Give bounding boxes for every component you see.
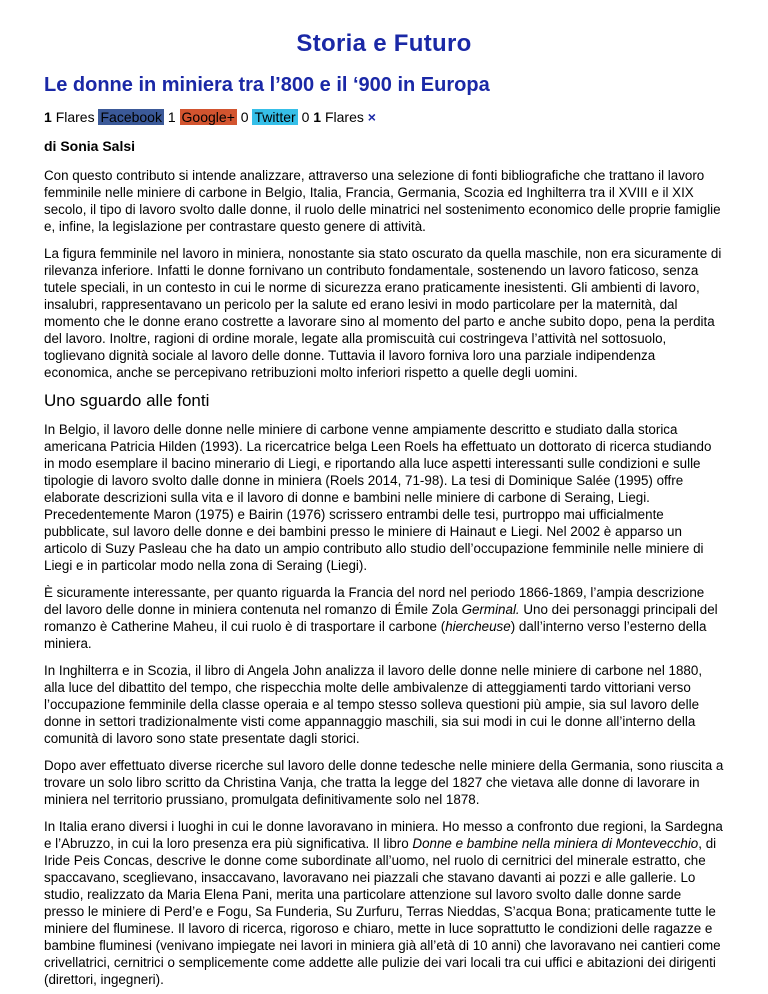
francia-text-2: Uno dei personaggi principali del romanzo è Catherine Maheu, il cui ruolo è di trasportare il carbone ( — [44, 602, 718, 634]
close-icon[interactable]: × — [367, 109, 376, 125]
intro-paragraph-2: La figura femminile nel lavoro in miniera, nonostante sia stato oscurato da quella maschile, non era sicuramente di rilevanza inferiore. Infatti le donne fornivano un contributo fondamentale, sostenendo un lavoro faticoso, senza tutele speciali, in un contesto in cui le norme di sicurezza erano praticamente inesistenti. Gli ambienti di lavoro, insalubri, rappresentavano un pericolo per la salute ed erano lesivi in modo particolare per la maternità, dal momento che le donne erano costrette a lavorare sino al momento del parto e anche subito dopo, pena la perdita del lavoro. Inoltre, ragioni di ordine morale, legate alla promiscuità cui costringeva l’attività nel sottosuolo, toglievano dignità sociale al lavoro delle donne. Tuttavia il lavoro forniva loro una parziale indipendenza economica, anche se percepivano retribuzioni molto inferiori rispetto a quelle degli uomini. — [44, 246, 722, 380]
googleplus-share-button[interactable]: Google+ — [181, 109, 235, 125]
flares-total-count: 1 — [313, 109, 322, 125]
paragraph-italia — [44, 818, 724, 988]
paragraph-inghilterra: In Inghilterra e in Scozia, il libro di Angela John analizza il lavoro delle donne nelle miniere di carbone nel 1880, alla luce del dibattito del tempo, che rispecchia molte delle ambivalenze di atteggiamenti tardo vittoriani verso l’occupazione femminile della classe operaia e al tempo stesso solleva questioni più ampie, sia sul lavoro delle donne in settori tradizionalmente visti come appannaggio maschili, sia sui modi in cui le donne all’interno della comunità di lavoro sono state presentate dagli storici. — [44, 663, 703, 746]
paragraph-germania: Dopo aver effettuato diverse ricerche sul lavoro delle donne tedesche nelle miniere della Germania, sono riuscita a trovare un solo libro scritto da Christina Vanja, che tratta la legge del 1827 che vietava alle donne di lavorare in miniera nel territorio prussiano, promulgata definitivamente solo nel 1878. — [44, 758, 724, 807]
article-title[interactable]: Le donne in miniera tra l’800 e il ‘900 in Europa — [44, 74, 490, 96]
facebook-share-button[interactable]: Facebook — [100, 109, 162, 125]
italia-text-1: In Italia erano diversi i luoghi in cui le donne lavoravano in miniera. Ho messo a confronto due regioni, la Sardegna e l’Abruzzo, in cui la loro presenza era più significativa. Il libro — [44, 819, 723, 851]
paragraph-francia — [44, 584, 724, 652]
hiercheuse-term: hiercheuse — [445, 619, 511, 634]
twitter-share-button[interactable]: Twitter — [254, 109, 296, 125]
googleplus-count: 0 — [240, 109, 249, 125]
flares-label: Flares — [55, 109, 95, 125]
section-heading: Uno sguardo alle fonti — [44, 391, 210, 410]
facebook-count: 1 — [167, 109, 176, 125]
germinal-title: Germinal. — [461, 602, 520, 617]
francia-text-1: È sicuramente interessante, per quanto riguarda la Francia del nord nel periodo 1866-1869, l’ampia descrizione del lavoro delle donne in miniera contenuta nel romanzo di Émile Zola — [44, 585, 705, 617]
paragraph-belgio: In Belgio, il lavoro delle donne nelle miniere di carbone venne ampiamente descritto e studiato dalla storica americana Patricia Hilden (1993). La ricercatrice belga Leen Roels ha effettuato un dottorato di ricerca studiando in modo esemplare il bacino minerario di Liegi, e riportando alla luce aspetti interessanti sulle condizioni e sulle tipologie di lavoro svolto dalle donne in miniera (Roels 2014, 71-98). La tesi di Dominique Salée (1995) offre elaborate descrizioni sulla vita e il lavoro di donne e bambini nelle miniere di carbone di Seraing, Liegi. Precedentemente Maron (1975) e Bairin (1976) scrissero entrambi delle tesi, purtroppo mai ufficialmente pubblicate, sul lavoro delle donne e dei bambini presso le miniere di Hainaut e Liegi. Nel 2002 è apparso un articolo di Suzy Pasleau che ha dato un ampio contributo allo studio dell’occupazione femminile nelle miniere di Liegi e in particolar modo nella zona di Seraing (Liegi). — [44, 422, 712, 573]
flares-total-label: Flares — [324, 109, 364, 125]
twitter-count: 0 — [301, 109, 310, 125]
francia-text-3: ) dall’interno verso l’esterno della miniera. — [44, 619, 707, 651]
italia-text-2: , di Iride Peis Concas, descrive le donne come subordinate all’uomo, nel ruolo di cernitrici del minerale estratto, che spaccavano, sceglievano, insaccavano, lavoravano nei piazzali che stavano davanti ai pozzi e alle gallerie. Lo studio, realizzato da Maria Elena Pani, merita una particolare attenzione sul lavoro svolto dalle donne sarde presso le miniere di Perd’e e Fogu, Sa Funderia, Su Zurfuru, Terras Nieddas, S’acqua Bona; praticamente tutte le miniere del fluminese. Il lavoro di ricerca, rigoroso e chiaro, mette in luce soprattutto le condizioni delle ragazze e bambine fluminesi (venivano impiegate nei lavori in miniera già all’età di 10 anni) che lavoravano nei cantieri come crivellatrici, cernitrici o semplicemente come addette alle pulizie dei vari locali tra cui uffici e abitazioni dei dirigenti (direttori, ingegneri). — [44, 836, 721, 987]
intro-paragraph-1: Con questo contributo si intende analizzare, attraverso una selezione di fonti bibliografiche che trattano il lavoro femminile nelle miniere di carbone in Belgio, Italia, Francia, Germania, Scozia ed Inghilterra tra il XVIII e il XIX secolo, il tipo di lavoro svolto dalle donne, il ruolo delle minatrici nel sostenimento economico delle proprie famiglie e, infine, la legislazione per contrastare questo genere di attività. — [44, 168, 721, 234]
montevecchio-book-title: Donne e bambine nella miniera di Montevecchio — [412, 836, 699, 851]
site-title[interactable]: Storia e Futuro — [296, 30, 472, 57]
flares-count: 1 — [44, 109, 52, 125]
author-byline: di Sonia Salsi — [44, 138, 136, 154]
share-bar — [44, 108, 724, 126]
